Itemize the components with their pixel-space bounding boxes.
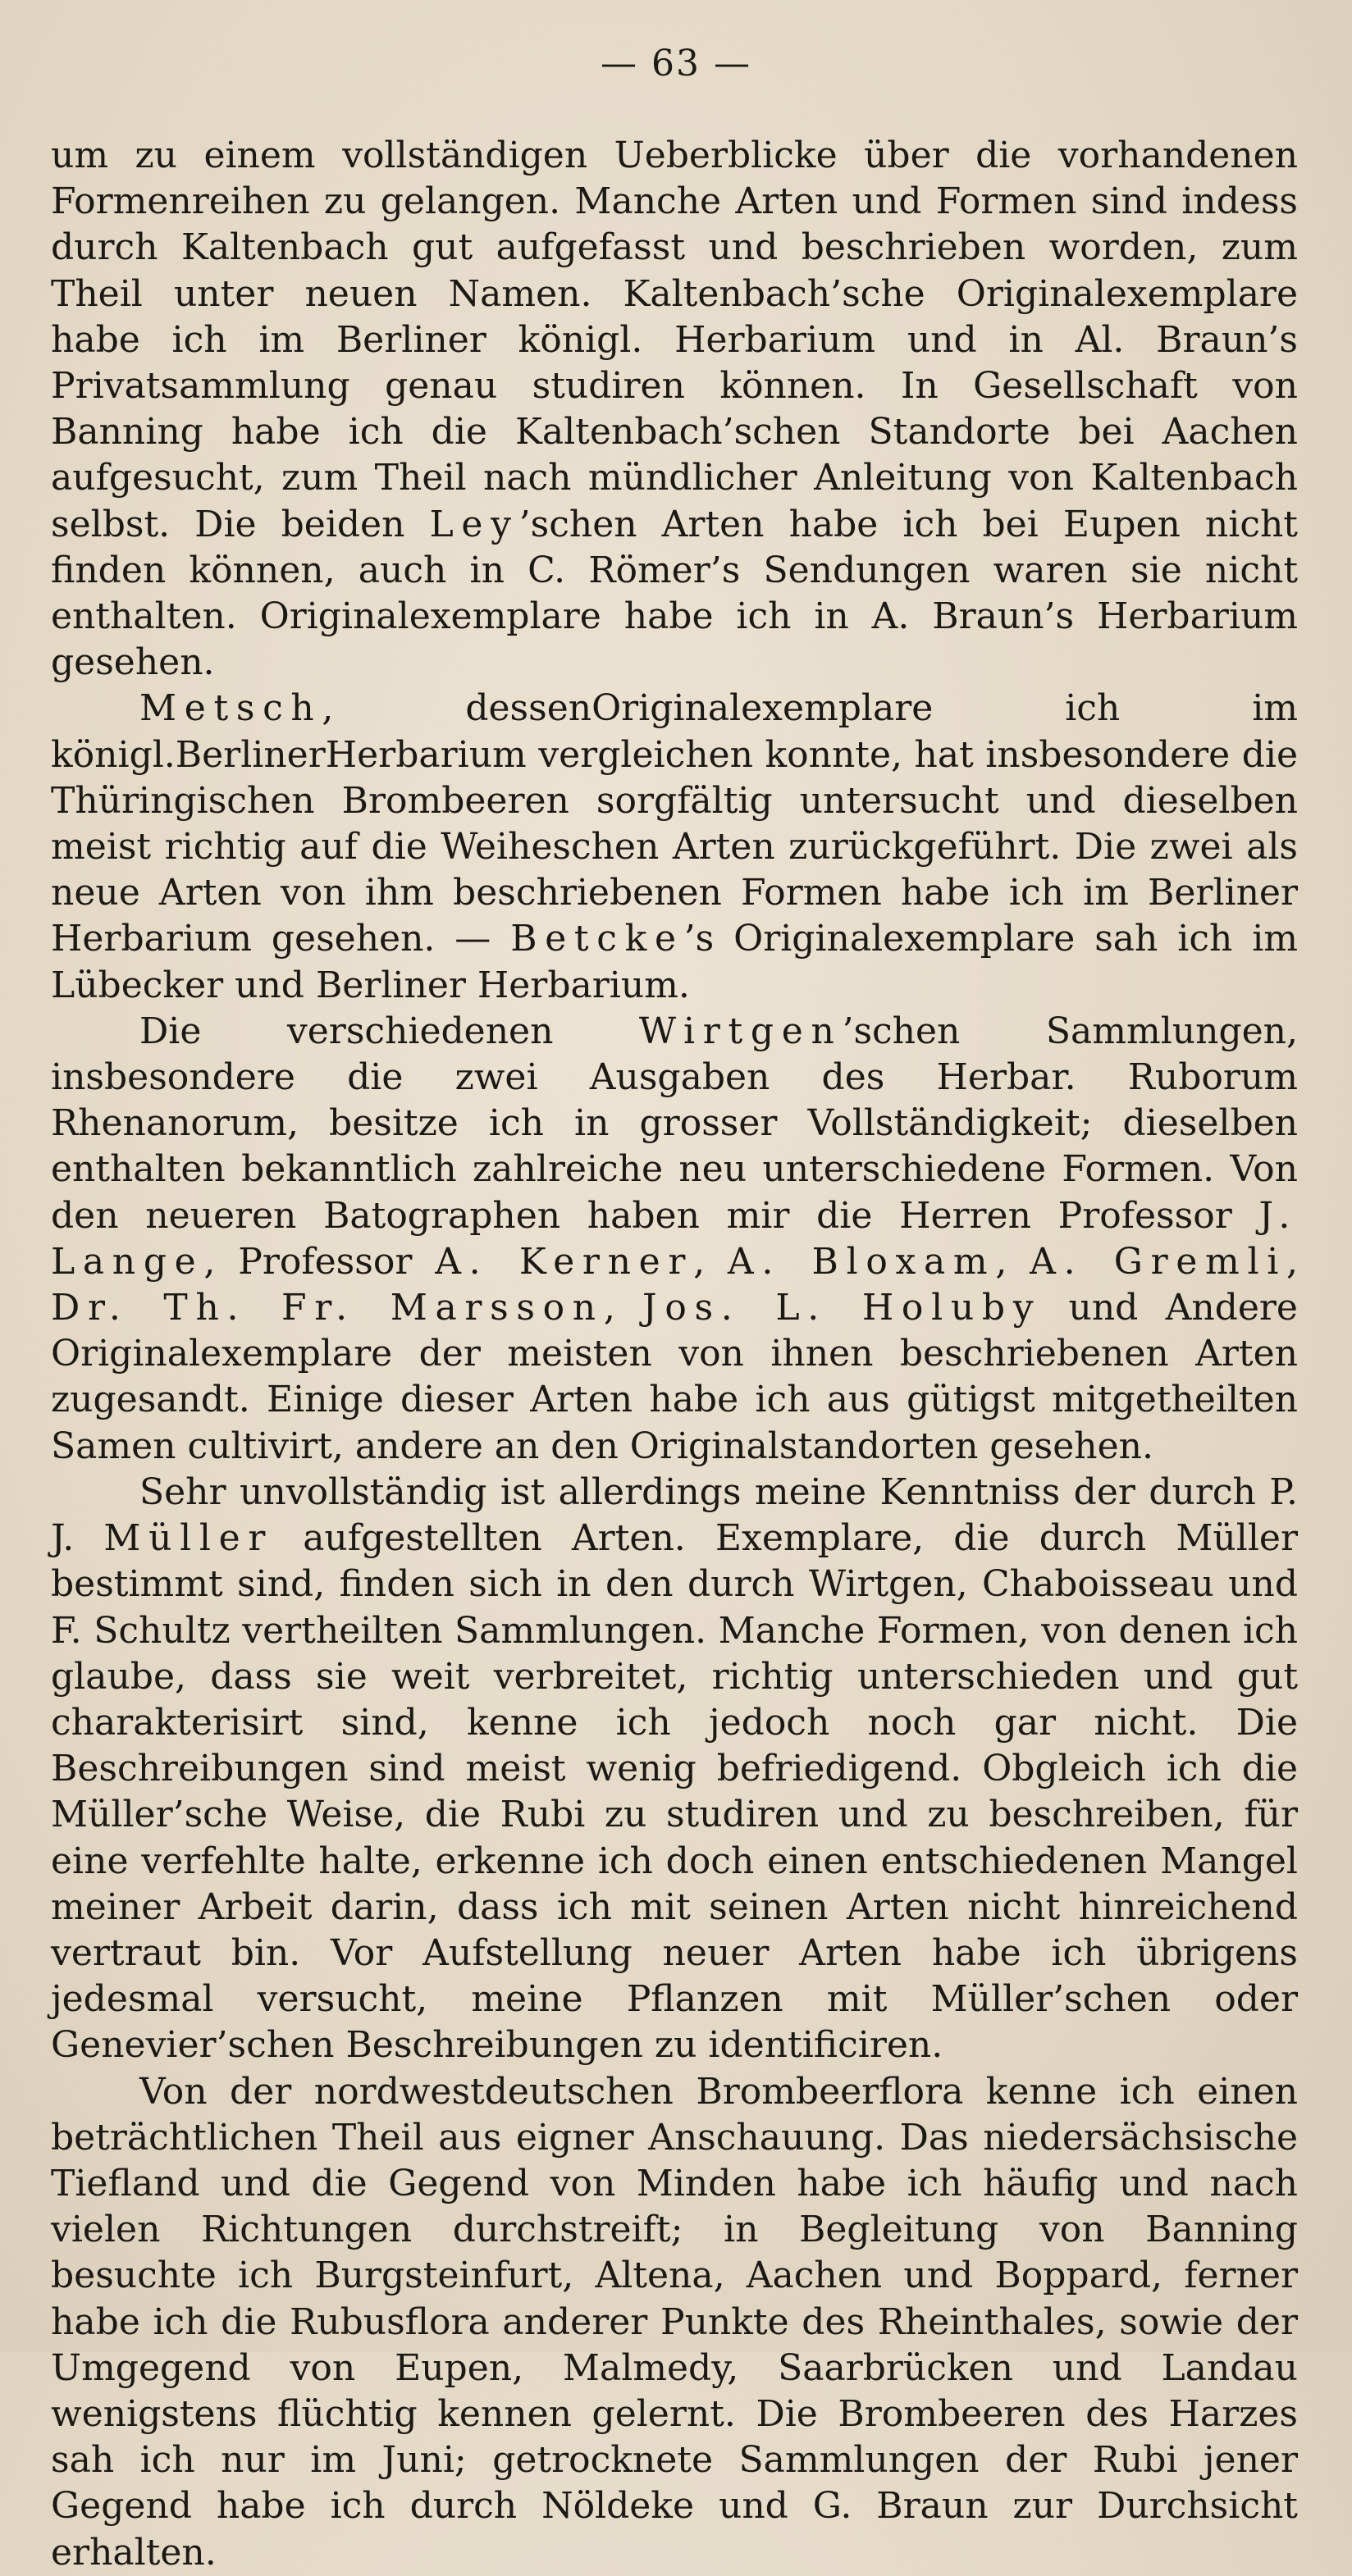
emphasized-name: Ley	[429, 503, 519, 545]
text-run: , dessenOriginalexemplare ich im königl.BerlinerHerbarium vergleichen konnte, hat insbesondere die Thüringischen Brombeeren sorgfältig untersucht und dieselben meist richtig auf die Weiheschen Arten zurückgeführt. Die zwei als neue Arten von ihm beschriebenen Formen habe ich im Berliner Herbarium gesehen. —	[51, 687, 1298, 960]
emphasized-name: Dr. Th. Fr. Marsson	[51, 1287, 604, 1329]
text-run: ,	[603, 1287, 643, 1329]
emphasized-name: Betcke	[510, 918, 684, 960]
paragraph-1	[51, 133, 1298, 686]
paragraph-2	[51, 686, 1298, 1008]
emphasized-name: Jos. L. Holuby	[642, 1287, 1042, 1329]
body-text	[51, 133, 1298, 2576]
text-run: , Professor	[203, 1240, 436, 1283]
text-run: Sehr unvollständig ist allerdings meine Kenntniss der durch P. J.	[51, 1470, 1298, 1560]
text-run: und Andere Originalexemplare der meisten von ihnen beschriebenen Arten zugesandt. Einige dieser Arten habe ich aus gütigst mitgetheilten Samen cultivirt, andere an den Originalstandorten gesehen.	[51, 1287, 1298, 1467]
text-run: aufgestellten Arten. Exemplare, die durch Müller bestimmt sind, finden sich in den durch Wirtgen, Chaboisseau und F. Schultz vertheilten Sammlungen. Manche Formen, von denen ich glaube, dass sie weit verbreitet, richtig unterschieden und gut charakterisirt sind, kenne ich jedoch noch gar nicht. Die Beschreibungen sind meist wenig befriedigend. Obgleich ich die Müller’sche Weise, die Rubi zu studiren und zu beschreiben, für eine verfehlte halte, erkenne ich doch einen entschiedenen Mangel meiner Arbeit darin, dass ich mit seinen Arten nicht hinreichend vertraut bin. Vor Aufstellung neuer Arten habe ich übrigens jedesmal versucht, meine Pflanzen mit Müller’schen oder Genevier’schen Beschreibungen zu identificiren.	[51, 1517, 1298, 2067]
emphasized-name: A. Kerner	[435, 1240, 694, 1283]
emphasized-name: A. Gremli	[1030, 1240, 1286, 1283]
text-run: Von der nordwestdeutschen Brombeerflora kenne ich einen beträchtlichen Theil aus eigner Anschauung. Das niedersächsische Tiefland und die Gegend von Minden habe ich häufig und nach vielen Richtungen durchstreift; in Begleitung von Banning besuchte ich Burgsteinfurt, Altena, Aachen und Boppard, ferner habe ich die Rubusflora anderer Punkte des Rheinthales, sowie der Umgegend von Eupen, Malmedy, Saarbrücken und Landau wenigstens flüchtig kennen gelernt. Die Brombeeren des Harzes sah ich nur im Juni; getrocknete Sammlungen der Rubi jener Gegend habe ich durch Nöldeke und G. Braun zur Durchsicht erhalten.	[51, 2070, 1298, 2574]
emphasized-name: J. Lange	[51, 1194, 1298, 1283]
emphasized-name: A. Bloxam	[727, 1240, 996, 1283]
text-run: ,	[693, 1240, 728, 1283]
emphasized-name: Müller	[103, 1517, 274, 1560]
paragraph-3	[51, 1009, 1298, 1470]
emphasized-name: Metsch	[139, 687, 322, 730]
text-run: ’s Originalexemplare sah ich im Lübecker und Berliner Herbarium.	[51, 918, 1298, 1006]
paragraph-4	[51, 1470, 1298, 2069]
text-run: um zu einem vollständigen Ueberblicke über die vorhandenen Formenreihen zu gelangen. Manche Arten und Formen sind indess durch Kaltenbach gut aufgefasst und beschrieben worden, zum Theil unter neuen Namen. Kaltenbach’sche Originalexemplare habe ich im Berliner königl. Herbarium und in Al. Braun’s Privatsammlung genau studiren können. In Gesellschaft von Banning habe ich die Kaltenbach’schen Standorte bei Aachen aufgesucht, zum Theil nach mündlicher Anleitung von Kaltenbach selbst. Die beiden	[51, 134, 1298, 545]
text-run: ’schen Arten habe ich bei Eupen nicht finden können, auch in C. Römer’s Sendungen waren sie nicht enthalten. Originalexemplare habe ich in A. Braun’s Herbarium gesehen.	[51, 503, 1298, 684]
page-number: — 63 —	[601, 43, 751, 84]
paragraph-5	[51, 2069, 1298, 2576]
emphasized-name: Wirtgen	[638, 1010, 843, 1052]
text-run: ’schen Sammlungen, insbesondere die zwei Ausgaben des Herbar. Ruborum Rhenanorum, besitze ich in grosser Vollständigkeit; dieselben enthalten bekanntlich zahlreiche neu unterschiedene Formen. Von den neueren Batographen haben mir die Herren Professor	[51, 1010, 1298, 1237]
text-run: ,	[995, 1240, 1030, 1283]
text-run: ,	[1286, 1240, 1298, 1283]
text-run: Die verschiedenen	[139, 1010, 639, 1052]
